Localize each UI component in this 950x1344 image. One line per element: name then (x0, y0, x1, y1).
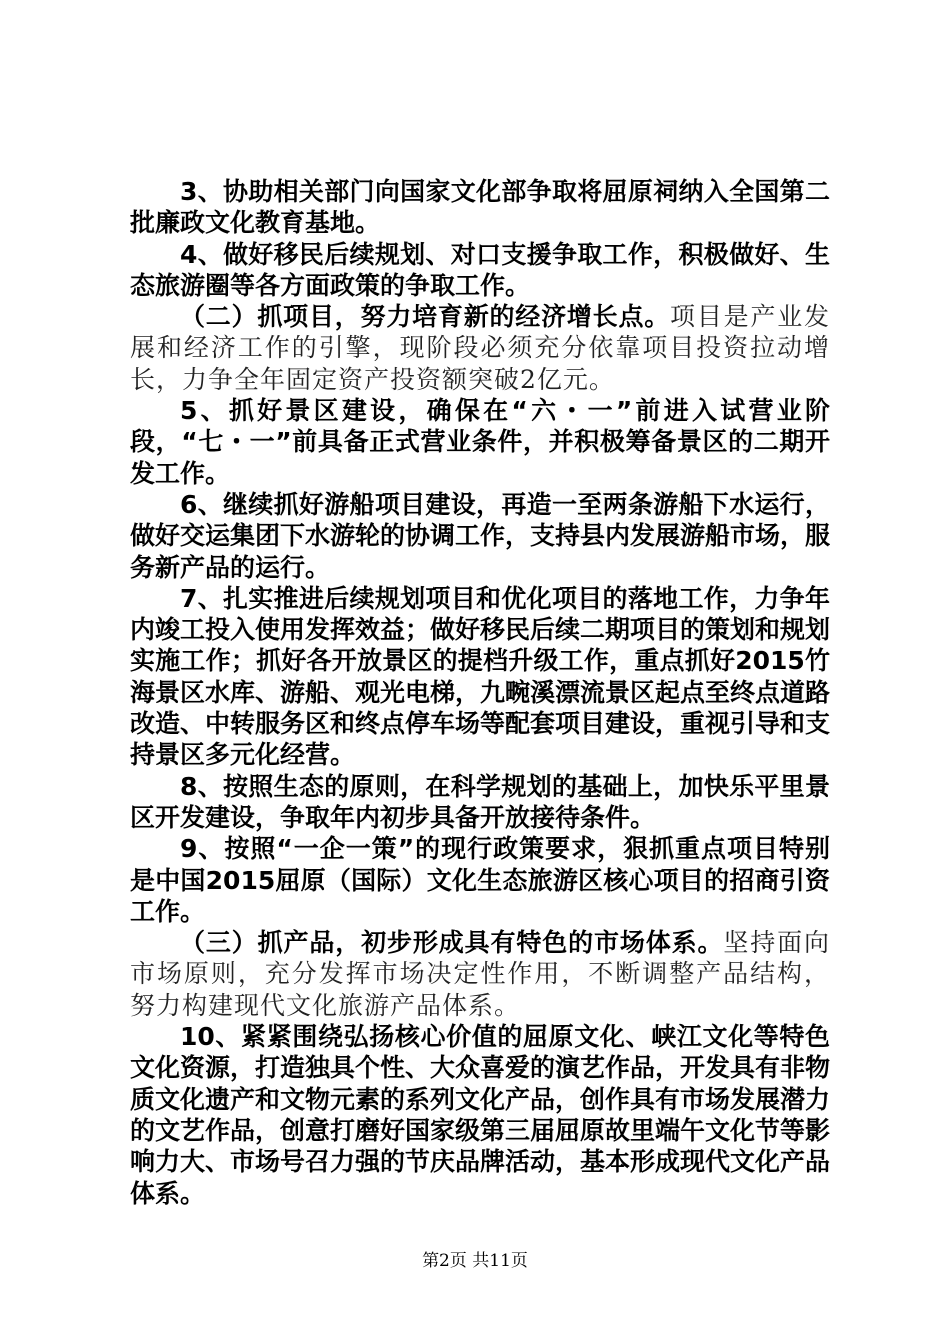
section-3-heading: （三）抓产品，初步形成具有特色的市场体系。 (180, 928, 724, 958)
paragraph-item-4: 4、做好移民后续规划、对口支援争取工作，积极做好、生态旅游圈等各方面政策的争取工作。 (130, 239, 830, 300)
paragraph-item-10: 10、紧紧围绕弘扬核心价值的屈原文化、峡江文化等特色文化资源，打造独具个性、大众喜爱的演艺作品，开发具有非物质文化遗产和文物元素的系列文化产品，创作具有市场发展潜力的文艺作品，创意打磨好国家级第三届屈原故里端午文化节等影响力大、市场号召力强的节庆品牌活动，基本形成现代文化产品体系。 (130, 1022, 831, 1208)
section-2-heading: （二）抓项目，努力培育新的经济增长点。 (180, 302, 671, 332)
paragraph-item-9: 9、按照“一企一策”的现行政策要求，狠抓重点项目特别是中国2015屈原（国际）文化生态旅游区核心项目的招商引资工作。 (130, 834, 830, 926)
paragraph-item-8: 8、按照生态的原则，在科学规划的基础上，加快乐平里景区开发建设，争取年内初步具备开放接待条件。 (130, 771, 830, 832)
section-3-body: 坚持面向市场原则，充分发挥市场决定性作用，不断调整产品结构，努力构建现代文化旅游产品体系。 (130, 928, 830, 1020)
paragraph-item-6: 6、继续抓好游船项目建设，再造一至两条游船下水运行，做好交运集团下水游轮的协调工作，支持县内发展游船市场，服务新产品的运行。 (130, 489, 831, 582)
paragraph-item-7: 7、扎实推进后续规划项目和优化项目的落地工作，力争年内竣工投入使用发挥效益；做好移民后续二期项目的策划和规划实施工作；抓好各开放景区的提档升级工作，重点抓好2015竹海景区水库、游船、观光电梯，九畹溪漂流景区起点至终点道路改造、中转服务区和终点停车场等配套项目建设，重视引导和支持景区多元化经营。 (130, 583, 831, 770)
paragraph-item-5: 5、抓好景区建设，确保在“六・一”前进入试营业阶段，“七・一”前具备正式营业条件，并积极筹备景区的二期开发工作。 (130, 396, 830, 488)
paragraph-item-3: 3、协助相关部门向国家文化部争取将屈原祠纳入全国第二批廉政文化教育基地。 (130, 177, 830, 238)
section-2-body: 项目是产业发展和经济工作的引擎，现阶段必须充分依靠项目投资拉动增长，力争全年固定资产投资额突破2亿元。 (130, 302, 830, 394)
section-2-paragraph (130, 301, 830, 395)
section-3-paragraph (130, 927, 830, 1021)
document-body (130, 176, 830, 1209)
page-number-footer: 第2页 共11页 (422, 1251, 528, 1271)
